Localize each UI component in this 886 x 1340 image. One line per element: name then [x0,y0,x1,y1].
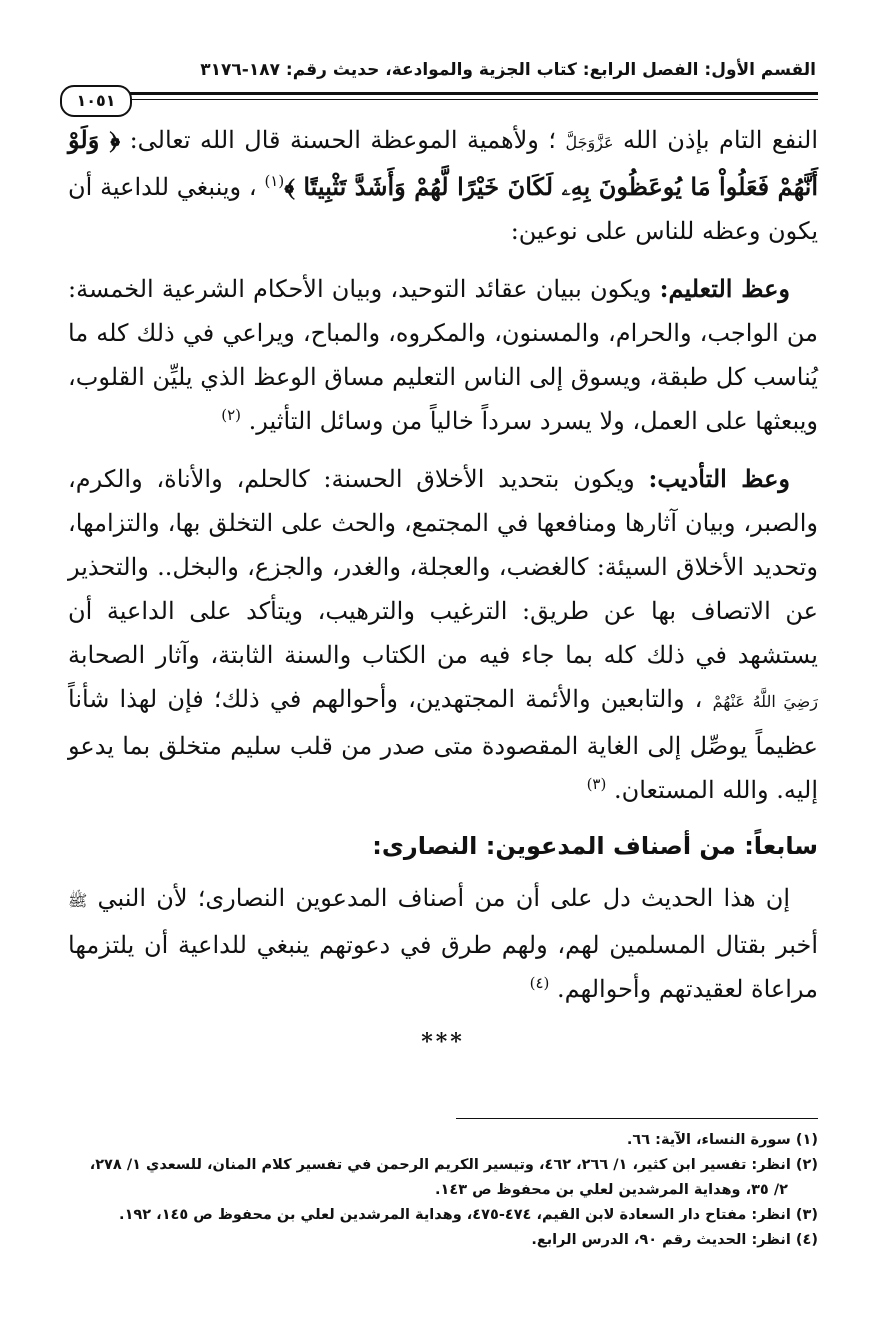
honorific-salla: ﷺ [68,891,88,910]
footnote-3 [68,1203,818,1228]
section-separator: *** [421,1029,465,1055]
footnote-text: انظر: تفسير ابن كثير، ١/ ٢٦٦، ٤٦٢، وتيسير الكريم الرحمن في تفسير كلام المنان، للسعدي ١/ ٢٧٨، [89,1157,791,1173]
paragraph-tadeeb [68,457,818,812]
paragraph-1 [68,118,818,253]
footnote-ref-4[interactable]: (٤) [529,974,550,992]
p1-text-c: ، وينبغي للداعية أن يكون وعظه للناس على نوعين: [68,173,818,245]
footnote-text: سورة النساء، الآية: ٦٦. [626,1132,791,1148]
footnote-1 [68,1128,818,1153]
lead-taleem: وعظ التعليم: [659,274,790,303]
footnote-number: (٣) [795,1207,818,1223]
honorific-radiyallahu: رَضِيَ اللَّهُ عَنْهُمْ [712,692,818,711]
lead-tadeeb: وعظ التأديب: [648,464,790,493]
footnote-2-continuation: ٢/ ٣٥، وهداية المرشدين لعلي بن محفوظ ص ١٤٣. [434,1182,788,1198]
p2-text: ويكون ببيان عقائد التوحيد، وبيان الأحكام الشرعية الخمسة: من الواجب، والحرام، والمسنون، والمكروه، والمباح، ويراعي في ذلك كله ما يُناسب كل طبقة، ويسوق إلى الناس التعليم مساق الوعظ الذي يليِّن القلوب، ويبعثها على العمل، ولا يسرد سرداً خالياً من وسائل التأثير. [68,275,818,435]
header-rule-thin [130,99,818,100]
footnote-4 [68,1228,818,1253]
footnote-number: (٢) [795,1157,818,1173]
footnote-number: (١) [795,1132,818,1148]
p1-text-b: ؛ ولأهمية الموعظة الحسنة قال الله تعالى: [129,126,556,154]
footnotes [68,1128,818,1253]
running-header: القسم الأول: الفصل الرابع: كتاب الجزية والموادعة، حديث رقم: ١٨٧-٣١٧٦ [200,60,816,80]
header-rule-thick [130,92,818,95]
honorific-azza-wajal: عَزَّوَجَلَّ [565,133,614,152]
footnote-text: انظر: الحديث رقم ٩٠، الدرس الرابع. [531,1232,791,1248]
section-heading: سابعاً: من أصناف المدعوين: النصارى: [372,832,818,860]
p4-text-a: إن هذا الحديث دل على أن من أصناف المدعوين النصارى؛ لأن النبي [97,884,790,912]
body-text [68,118,818,1055]
paragraph-taleem [68,267,818,443]
footnote-ref-2[interactable]: (٢) [221,406,242,424]
footnote-number: (٤) [795,1232,818,1248]
quran-verse: ﴿ وَلَوْ أَنَّهُمْ فَعَلُواْ مَا يُوعَظُونَ بِهِۦ لَكَانَ خَيْرًا لَّهُمْ وَأَشَدَّ تَثْبِيتًا ﴾ [68,125,819,201]
footnote-text: انظر: مفتاح دار السعادة لابن القيم، ٤٧٤-٤٧٥، وهداية المرشدين لعلي بن محفوظ ص ١٤٥، ١٩٢. [119,1207,791,1223]
paragraph-nasara [68,876,818,1011]
footnote-rule [456,1118,818,1119]
footnote-ref-3[interactable]: (٣) [586,775,607,793]
footnote-2 [68,1153,818,1178]
p3-text-b: ، والتابعين والأئمة المجتهدين، وأحوالهم في ذلك؛ فإن لهذا شأناً عظيماً يوصِّل إلى الغاية المقصودة متى صدر من قلب سليم متخلق بما يدعو إليه. والله المستعان. [68,685,818,804]
page-number: ١٠٥١ [60,85,132,117]
p1-text-a: النفع التام بإذن الله [623,126,819,154]
p3-text-a: ويكون بتحديد الأخلاق الحسنة: كالحلم، والأناة، والكرم، والصبر، وبيان آثارها ومنافعها في المجتمع، والحث على التخلق بها، والتزامها، وتحديد الأخلاق السيئة: كالغضب، والعجلة، والغدر، والجزع، والبخل.. والتحذير عن الاتصاف بها عن طريق: الترغيب والترهيب، ويتأكد على الداعية أن يستشهد في ذلك كله بما جاء فيه من الكتاب والسنة الثابتة، وآثار الصحابة [68,465,818,669]
p4-text-b: أخبر بقتال المسلمين لهم، ولهم طرق في دعوتهم ينبغي للداعية أن يلتزمها مراعاة لعقيدتهم وأحوالهم. [68,931,818,1003]
footnote-ref-1[interactable]: (١) [264,172,285,190]
